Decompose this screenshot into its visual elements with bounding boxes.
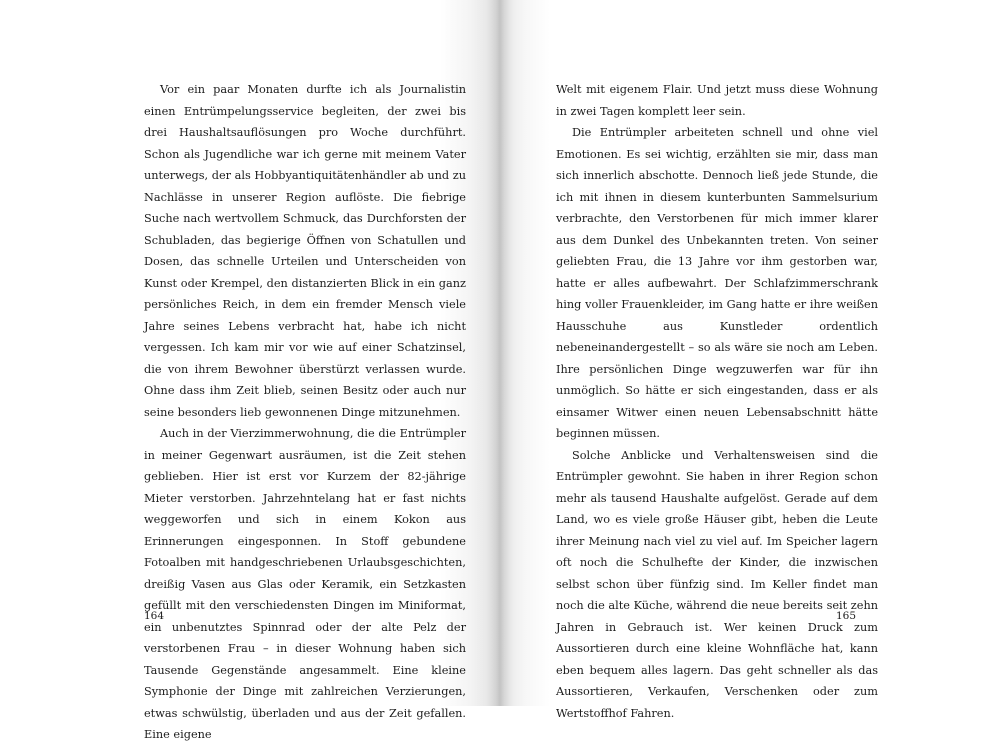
right-page-text [556,79,878,724]
left-page-text [144,79,466,746]
paragraph: Auch in der Vierzimmerwohnung, die die Entrümpler in meiner Gegenwart ausräumen, ist die Zeit stehen geblieben. Hier ist erst vor Kurzem der 82-jährige Mieter verstorben. Jahrzehntelang hat er fast nichts weggeworfen und sich in einem Kokon aus Erinnerungen eingesponnen. In Stoff gebundene Fotoalben mit handgeschriebenen Urlaubsgeschichten, dreißig Vasen aus Glas oder Keramik, ein Setzkasten gefüllt mit den verschiedensten Dingen im Miniformat, ein unbenutztes Spinnrad oder der alte Pelz der verstorbenen Frau – in dieser Wohnung haben sich Tausende Gegenstände angesammelt. Eine kleine Symphonie der Dinge mit zahlreichen Verzierungen, etwas schwülstig, überladen und aus der Zeit gefallen. Eine eigene [144,427,466,741]
paragraph-continued: Welt mit eigenem Flair. Und jetzt muss diese Wohnung in zwei Tagen komplett leer sein. [556,83,878,118]
book-gutter-shadow [486,0,514,706]
right-page [500,0,1000,720]
paragraph: Solche Anblicke und Verhaltensweisen sind die Entrümpler gewohnt. Sie haben in ihrer Region schon mehr als tausend Haushalte aufgelöst. Gerade auf dem Land, wo es viele große Häuser gibt, heben die Leute ihrer Meinung nach viel zu viel auf. Im Speicher lagern oft noch die Schulhefte der Kinder, die inzwischen selbst schon über fünfzig sind. Im Keller findet man noch die alte Küche, während die neue bereits seit zehn Jahren in Gebrauch ist. Wer keinen Druck zum Aussortieren durch eine kleine Wohnfläche hat, kann eben bequem alles lagern. Das geht schneller als das Aussortieren, Verkaufen, Verschenken oder zum Wertstoffhof Fahren. [556,448,878,720]
page-number-left: 164 [144,610,165,622]
page-number-right: 165 [835,610,856,622]
paragraph: Vor ein paar Monaten durfte ich als Journalistin einen Entrümpelungsservice begleiten, der zwei bis drei Haushaltsauflösungen pro Woche durchführt. Schon als Jugendliche war ich gerne mit meinem Vater unterwegs, der als Hobbyantiquitätenhändler ab und zu Nachlässe in unserer Region auflöste. Die fiebrige Suche nach wertvollem Schmuck, das Durchforsten der Schubladen, das begierige Öffnen von Schatullen und Dosen, das schnelle Urteilen und Unterscheiden von Kunst oder Krempel, den distanzierten Blick in ein ganz persönliches Reich, in dem ein fremder Mensch viele Jahre seines Lebens verbracht hat, habe ich nicht vergessen. Ich kam mir vor wie auf einer Schatzinsel, die von ihrem Bewohner überstürzt verlassen wurde. Ohne dass ihm Zeit blieb, seinen Besitz oder auch nur seine besonders lieb gewonnenen Dinge mitzunehmen. [144,83,466,419]
paragraph: Die Entrümpler arbeiteten schnell und ohne viel Emotionen. Es sei wichtig, erzählten sie mir, dass man sich innerlich abschotte. Dennoch ließ jede Stunde, die ich mit ihnen in diesem kunterbunten Sammelsurium verbrachte, den Verstorbenen für mich immer klarer aus dem Dunkel des Unbekannten treten. Von seiner geliebten Frau, die 13 Jahre vor ihm gestorben war, hatte er alles aufbewahrt. Der Schlafzimmerschrank hing voller Frauenkleider, im Gang hatte er ihre weißen Hausschuhe aus Kunstleder ordentlich nebeneinandergestellt – so als wäre sie noch am Leben. Ihre persönlichen Dinge wegzuwerfen war für ihn unmöglich. So hätte er sich eingestanden, dass er als einsamer Witwer einen neuen Lebensabschnitt hätte beginnen müssen. [556,126,878,440]
left-page [0,0,500,741]
